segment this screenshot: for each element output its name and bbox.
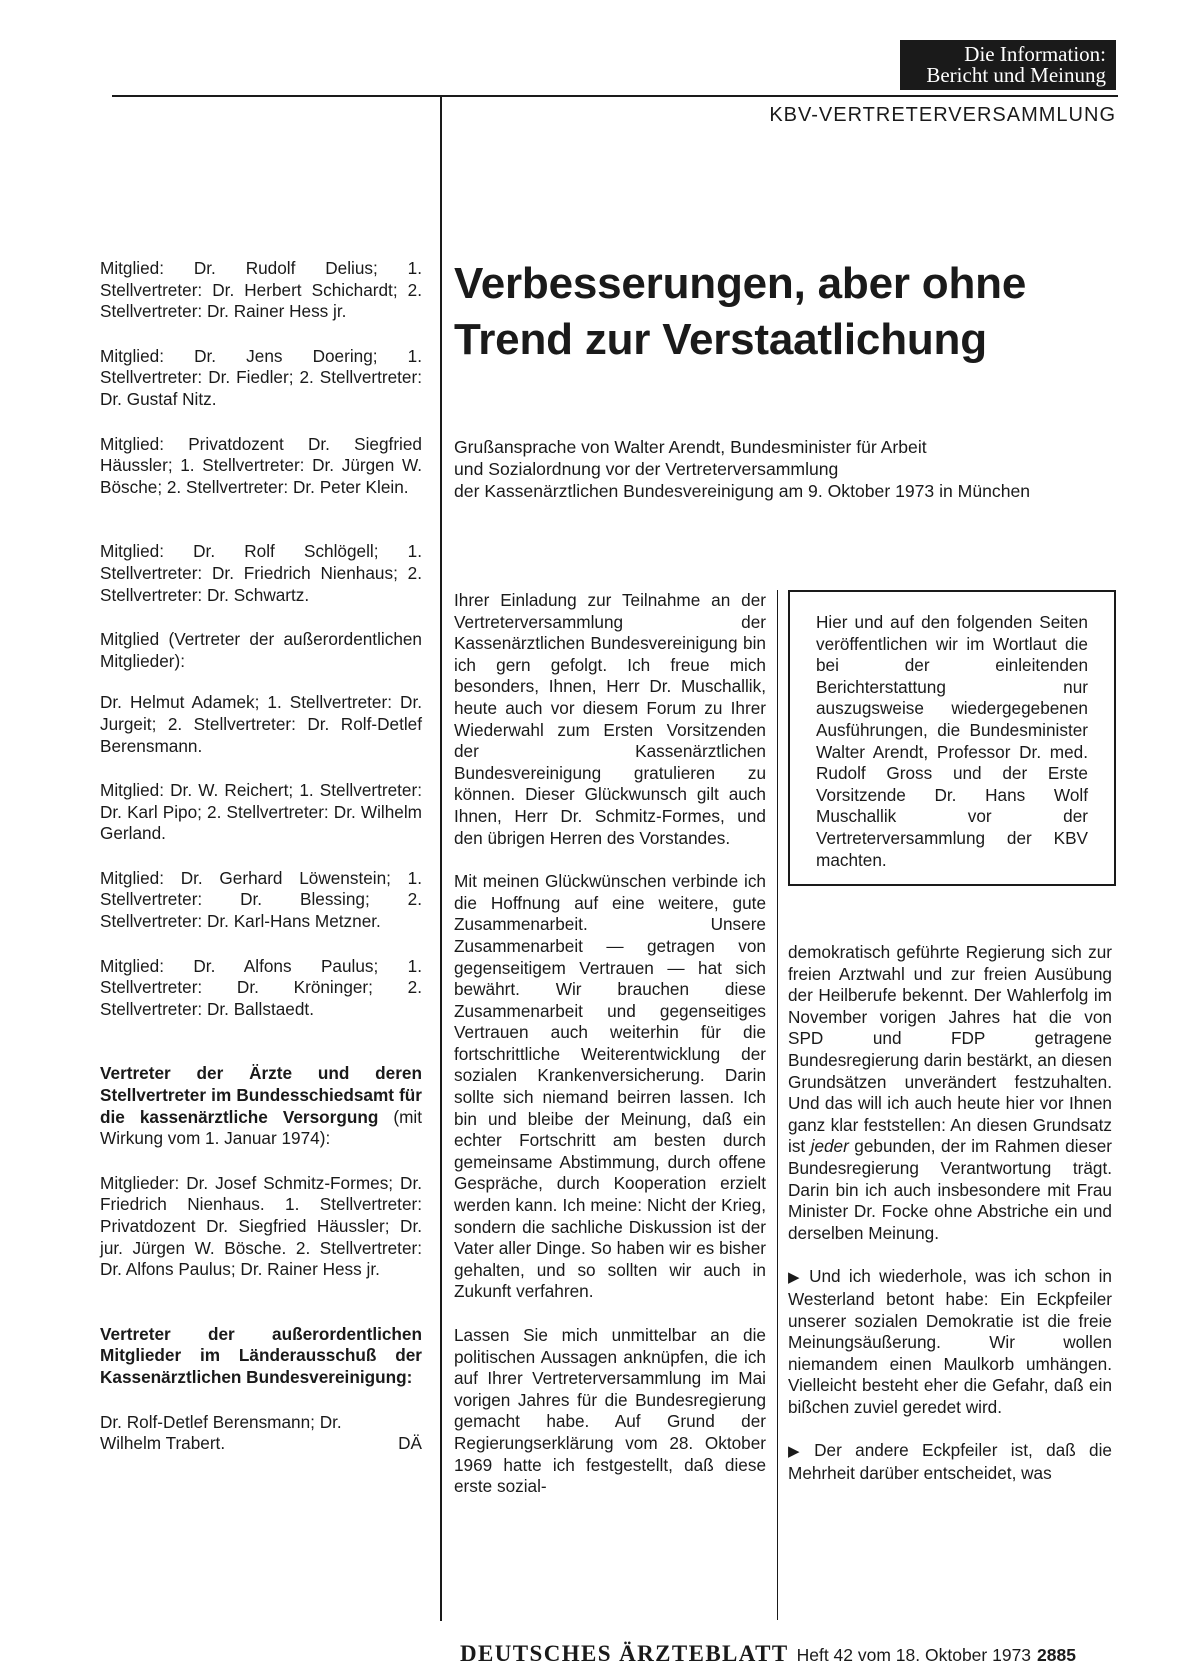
member-entry: Mitglied: Dr. Alfons Paulus; 1. Stellvertreter: Dr. Kröninger; 2. Stellvertreter: Dr. Ballstaedt.	[100, 955, 422, 1019]
section-label-line2: Bericht und Meinung	[926, 63, 1106, 87]
subtitle-line3: der Kassenärztlichen Bundesvereinigung am 9. Oktober 1973 in München	[454, 481, 1031, 501]
editorial-note-box	[788, 590, 1116, 886]
member-entry: Mitglied: Dr. Rudolf Delius; 1. Stellvertreter: Dr. Herbert Schichardt; 2. Stellvertreter: Dr. Rainer Hess jr.	[100, 258, 422, 322]
article-column-2	[788, 942, 1112, 1507]
section-label	[900, 40, 1116, 90]
header-rule	[112, 95, 1118, 97]
paragraph-text: gebunden, der im Rahmen dieser Bundesregierung Verantwortung trägt. Darin bin ich auch insbesondere mit Frau Minister Dr. Focke ohne Abstriche ein und derselben Meinung.	[788, 1136, 1112, 1243]
page-footer	[460, 1641, 1076, 1667]
emphasis-text: jeder	[810, 1136, 849, 1157]
member-entry: Mitglied: Dr. Gerhard Löwenstein; 1. Stellvertreter: Dr. Blessing; 2. Stellvertreter: Dr. Karl-Hans Metzner.	[100, 867, 422, 932]
article-paragraph	[788, 942, 1112, 1244]
paragraph-text: Und ich wiederhole, was ich schon in Westerland betont habe: Ein Eckpfeiler unserer sozialen Demokratie ist die freie Meinungsäußerung. Wir wollen niemandem einen Maulkorb umhängen. Vielleicht besteht eher die Gefahr, daß ein bißchen zuviel geredet wird.	[788, 1266, 1112, 1417]
section-label-line1: Die Information:	[964, 42, 1106, 66]
section-heading-bold: Vertreter der Ärzte und deren Stellvertreter im Bundesschiedsamt für die kassenärztliche Versorgung	[100, 1063, 422, 1127]
member-entry: Mitglied: Dr. Rolf Schlögell; 1. Stellvertreter: Dr. Friedrich Nienhaus; 2. Stellvertreter: Dr. Schwartz.	[100, 541, 422, 605]
member-entry-end	[100, 1433, 422, 1455]
member-entry: Mitglied (Vertreter der außerordentlichen Mitglieder):	[100, 629, 422, 671]
article-paragraph: Mit meinen Glückwünschen verbinde ich die Hoffnung auf eine weitere, gute Zusammenarbeit. Unsere Zusammenarbeit — getragen von gegenseitigem Vertrauen — hat sich bewährt. Wir brauchen diese Zusammenarbeit und gegenseitiges Vertrauen auch weiterhin für die fortschrittliche Weiterentwicklung der sozialen Krankenversicherung. Darin sollte sich niemand beirren lassen. Ich bin und bleibe der Meinung, daß ein echter Fortschritt am besten durch gemeinsame Abstimmung, durch offene Gespräche, durch Kooperation erzielt werden kann. Ich meine: Nicht der Krieg, sondern die sachliche Diskussion ist der Vater aller Dinge. So haben wir es bisher gehalten, und so sollten wir auch in Zukunft verfahren.	[454, 871, 766, 1302]
article-subtitle	[454, 436, 1114, 502]
article-title-line1: Verbesserungen, aber ohne	[454, 259, 1027, 308]
member-entry: Dr. Rolf-Detlef Berensmann; Dr.	[100, 1411, 342, 1432]
article-paragraph	[788, 1266, 1112, 1418]
page-number: 2885	[1037, 1645, 1076, 1665]
article-paragraph	[788, 1440, 1112, 1484]
member-entry: Mitglieder: Dr. Josef Schmitz-Formes; Dr. Friedrich Nienhaus. 1. Stellvertreter: Privatdozent Dr. Siegfried Häussler; Dr. jur. Jürgen W. Bösche. 2. Stellvertreter: Dr. Alfons Paulus; Dr. Rainer Hess jr.	[100, 1172, 422, 1280]
kicker: KBV-VERTRETERVERSAMMLUNG	[769, 104, 1116, 126]
article-title-line2: Trend zur Verstaatlichung	[454, 315, 987, 364]
article-paragraph: Lassen Sie mich unmittelbar an die politischen Aussagen anknüpfen, die ich auf Ihrer Vertreterversammlung im Mai vorigen Jahres für die Bundesregierung gemacht habe. Auf Grund der Regierungserklärung vom 28. Oktober 1969 hatte ich festgestellt, daß diese erste sozial-	[454, 1325, 766, 1497]
subtitle-line1: Grußansprache von Walter Arendt, Bundesminister für Arbeit	[454, 437, 927, 457]
article-paragraph: Ihrer Einladung zur Teilnahme an der Vertreterversammlung der Kassenärztlichen Bundesvereinigung bin ich gern gefolgt. Ich freue mich besonders, Ihnen, Herr Dr. Muschallik, heute auch vor diesem Forum zu Ihrer Wiederwahl zum Ersten Vorsitzenden der Kassenärztlichen Bundesvereinigung gratulieren zu können. Dieser Glückwunsch gilt auch Ihnen, Herr Dr. Schmitz-Formes, und den übrigen Herren des Vorstandes.	[454, 590, 766, 848]
author-signature: DÄ	[398, 1433, 422, 1454]
member-entry: Mitglied: Dr. W. Reichert; 1. Stellvertreter: Dr. Karl Pipo; 2. Stellvertreter: Dr. Wilhelm Gerland.	[100, 780, 422, 844]
paragraph-text: Der andere Eckpfeiler ist, daß die Mehrheit darüber entscheidet, was	[788, 1440, 1112, 1484]
column-rule	[777, 590, 778, 1620]
column-divider	[440, 96, 442, 1621]
left-column	[100, 258, 422, 1455]
bullet-triangle-icon: ▶	[788, 1269, 804, 1287]
magazine-name: DEUTSCHES ÄRZTEBLATT	[460, 1641, 789, 1666]
issue-info: Heft 42 vom 18. Oktober 1973	[796, 1645, 1032, 1665]
bullet-triangle-icon: ▶	[788, 1443, 809, 1461]
member-entry: Mitglied: Privatdozent Dr. Siegfried Häussler; 1. Stellvertreter: Dr. Jürgen W. Bösche; 2. Stellvertreter: Dr. Peter Klein.	[100, 433, 422, 497]
editorial-note-text: Hier und auf den folgenden Seiten veröffentlichen wir im Wortlaut die bei der einleitenden Berichterstattung nur auszugsweise wiedergegebenen Ausführungen, die Bundesminister Walter Arendt, Professor Dr. med. Rudolf Gross und der Erste Vorsitzende Dr. Hans Wolf Muschallik vor der Vertreterversammlung der KBV machten.	[816, 612, 1088, 870]
article-column-1	[454, 590, 766, 1520]
subtitle-line2: und Sozialordnung vor der Vertreterversammlung	[454, 459, 839, 479]
member-entry-tail: Wilhelm Trabert.	[100, 1433, 226, 1454]
member-entry: Mitglied: Dr. Jens Doering; 1. Stellvertreter: Dr. Fiedler; 2. Stellvertreter: Dr. Gustaf Nitz.	[100, 345, 422, 409]
member-entry: Dr. Helmut Adamek; 1. Stellvertreter: Dr. Jurgeit; 2. Stellvertreter: Dr. Rolf-Detlef Berensmann.	[100, 692, 422, 756]
article-title	[454, 256, 1134, 368]
paragraph-text: demokratisch geführte Regierung sich zur freien Arztwahl und zur freien Ausübung der Heilberufe bekennt. Der Wahlerfolg im November vorigen Jahres hat die von SPD und FDP getragene Bundesregierung darin bestärkt, an diesen Grundsätzen unverändert festzuhalten. Und das will ich auch heute hier vor Ihnen ganz klar feststellen: An diesen Grundsatz ist	[788, 942, 1112, 1157]
section-heading: Vertreter der außerordentlichen Mitglieder im Länderausschuß der Kassenärztlichen Bundesvereinigung:	[100, 1323, 422, 1387]
section-heading	[100, 1063, 422, 1149]
section-heading-rest: (mit Wirkung vom 1. Januar 1974):	[100, 1106, 422, 1149]
